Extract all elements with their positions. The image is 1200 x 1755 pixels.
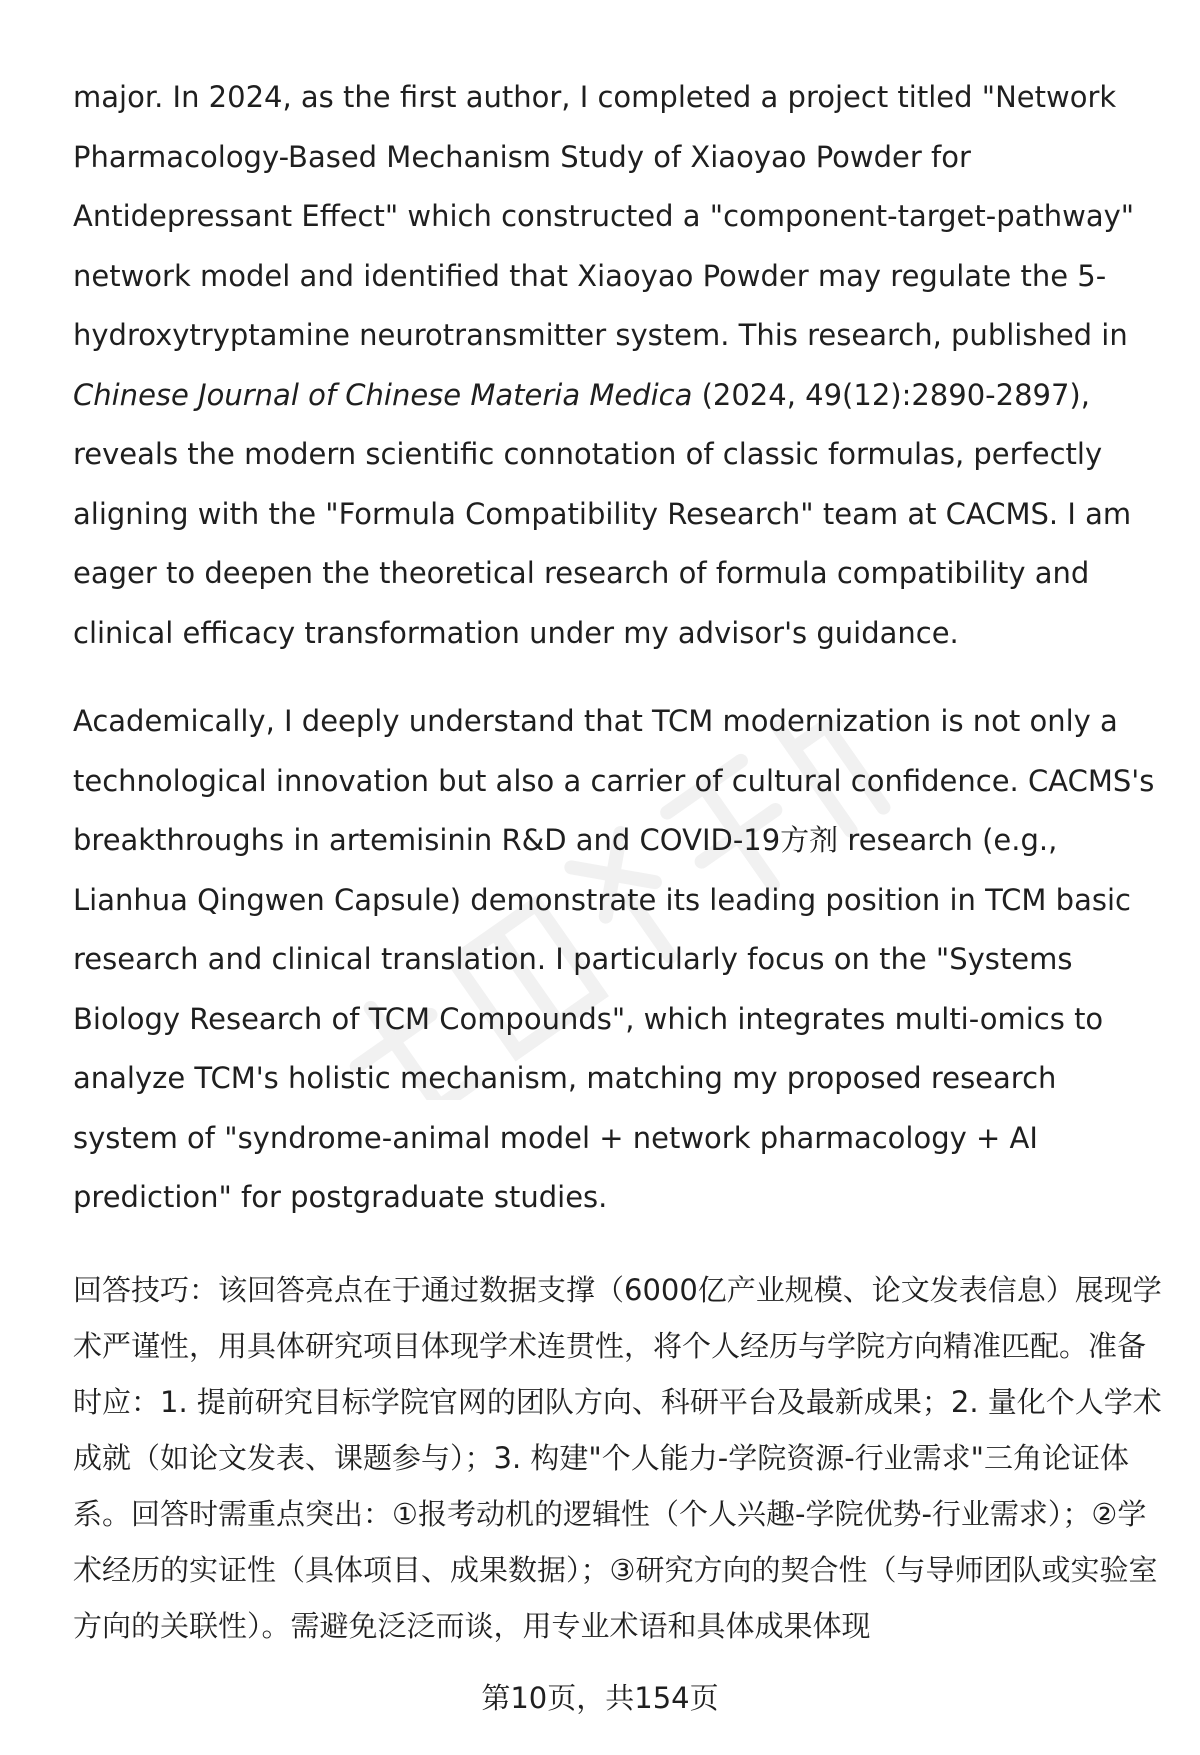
body-paragraph-1: [73, 68, 1163, 663]
journal-title: Chinese Journal of Chinese Materia Medica: [73, 377, 693, 412]
body-paragraph-2: Academically, I deeply understand that TCM modernization is not only a technological innovation but also a carrier of cultural confidence. CACMS's breakthroughs in artemisinin R&D and COVID-19方剂 research (e.g., Lianhua Qingwen Capsule) demonstrate its leading position in TCM basic research and clinical translation. I particularly focus on the "Systems Biology Research of TCM Compounds", which integrates multi-omics to analyze TCM's holistic mechanism, matching my proposed research system of "syndrome-animal model + network pharmacology + AI prediction" for postgraduate studies.: [73, 704, 1155, 1214]
answer-tips-section: 回答技巧：该回答亮点在于通过数据支撑（6000亿产业规模、论文发表信息）展现学术严谨性，用具体研究项目体现学术连贯性，将个人经历与学院方向精准匹配。准备时应：1. 提前研究目标学院官网的团队方向、科研平台及最新成果；2. 量化个人学术成就（如论文发表、课题参与）；3. 构建"个人能力-学院资源-行业需求"三角论证体系。回答时需重点突出：①报考动机的逻辑性（个人兴趣-学院优势-行业需求）；②学术经历的实证性（具体项目、成果数据）；③研究方向的契合性（与导师团队或实验室方向的关联性）。需避免泛泛而谈，用专业术语和具体成果体现: [73, 1272, 1162, 1643]
page-number-footer: 第10页，共154页: [481, 1681, 719, 1715]
document-page: [73, 68, 1163, 1654]
paragraph-1-text-start: major. In 2024, as the first author, I completed a project titled "Network Pharmacology-Based Mechanism Study of Xiaoyao Powder for Antidepressant Effect" which constructed a "component-target-pathway" network model and identified that Xiaoyao Powder may regulate the 5-hydroxytryptamine neurotransmitter system. This research, published in: [73, 80, 1135, 352]
paragraph-1-text-end: (2024, 49(12):2890-2897), reveals the modern scientific connotation of classic formulas, perfectly aligning with the "Formula Compatibility Research" team at CACMS. I am eager to deepen the theoretical research of formula compatibility and clinical efficacy transformation under my advisor's guidance.: [73, 377, 1132, 650]
